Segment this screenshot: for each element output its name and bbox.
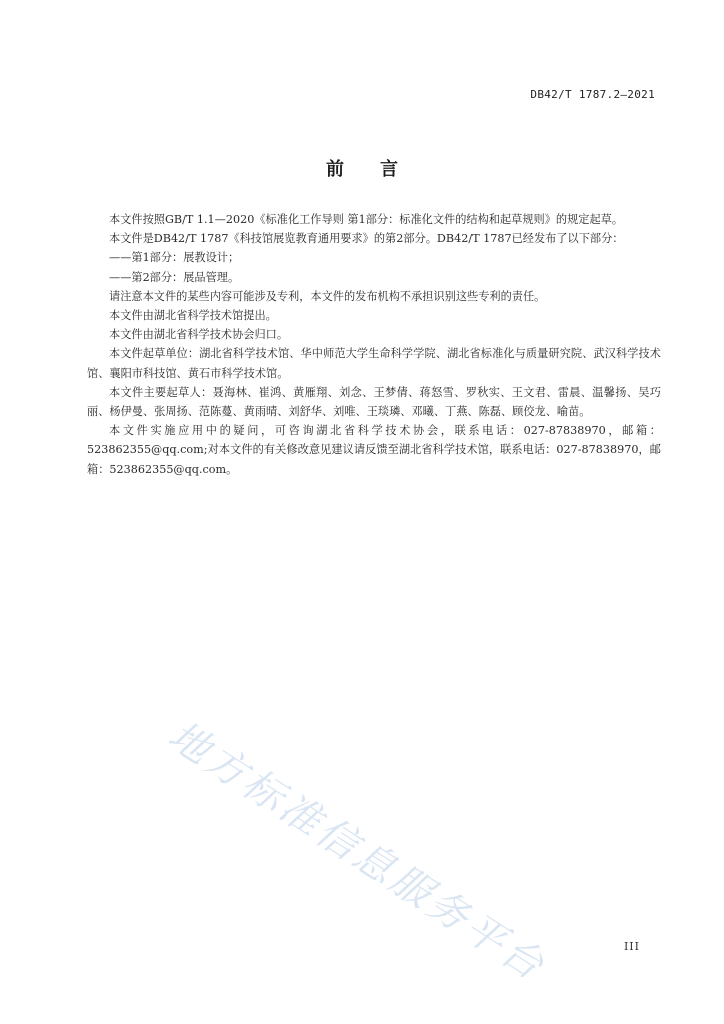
paragraph-administrator: 本文件由湖北省科学技术协会归口。: [109, 328, 289, 342]
foreword-body: [87, 210, 661, 479]
page-number: III: [623, 940, 640, 953]
paragraph-contact: 本文件实施应用中的疑问，可咨询湖北省科学技术协会，联系电话：027-87838970，邮箱：523862355@qq.com;对本文件的有关修改意见建议请反馈至湖北省科学技术馆，联系电话：027-87838970，邮箱：523862355@qq.com。: [87, 424, 661, 476]
list-item-part-2: ——第2部分：展品管理。: [109, 270, 240, 284]
paragraph-drafting-units: 本文件起草单位：湖北省科学技术馆、华中师范大学生命科学学院、湖北省标准化与质量研究院、武汉科学技术馆、襄阳市科技馆、黄石市科学技术馆。: [87, 347, 661, 380]
list-item-part-1: ——第1部分：展教设计；: [109, 251, 240, 265]
paragraph-patent-notice: 请注意本文件的某些内容可能涉及专利，本文件的发布机构不承担识别这些专利的责任。: [109, 289, 546, 303]
paragraph-proposer: 本文件由湖北省科学技术馆提出。: [109, 309, 277, 323]
paragraph-drafters: 本文件主要起草人：聂海林、崔鸿、黄雁翔、刘念、王梦倩、蒋怒雪、罗秋实、王文君、雷晨、温馨扬、吴巧丽、杨伊曼、张周扬、范陈蔓、黄雨晴、刘舒华、刘唯、王琰璘、邓曦、丁燕、陈磊、顾佼龙、喻苗。: [87, 385, 661, 419]
paragraph-part-info: 本文件是DB42/T 1787《科技馆展览教育通用要求》的第2部分。DB42/T 1787已经发布了以下部分：: [109, 232, 624, 246]
watermark-text: 地方标准信息服务平台: [160, 712, 555, 991]
document-code: DB42/T 1787.2—2021: [530, 88, 655, 101]
page-title: 前言: [326, 159, 434, 180]
paragraph-drafting-rules: 本文件按照GB/T 1.1—2020《标准化工作导则 第1部分：标准化文件的结构和起草规则》的规定起草。: [109, 213, 624, 226]
